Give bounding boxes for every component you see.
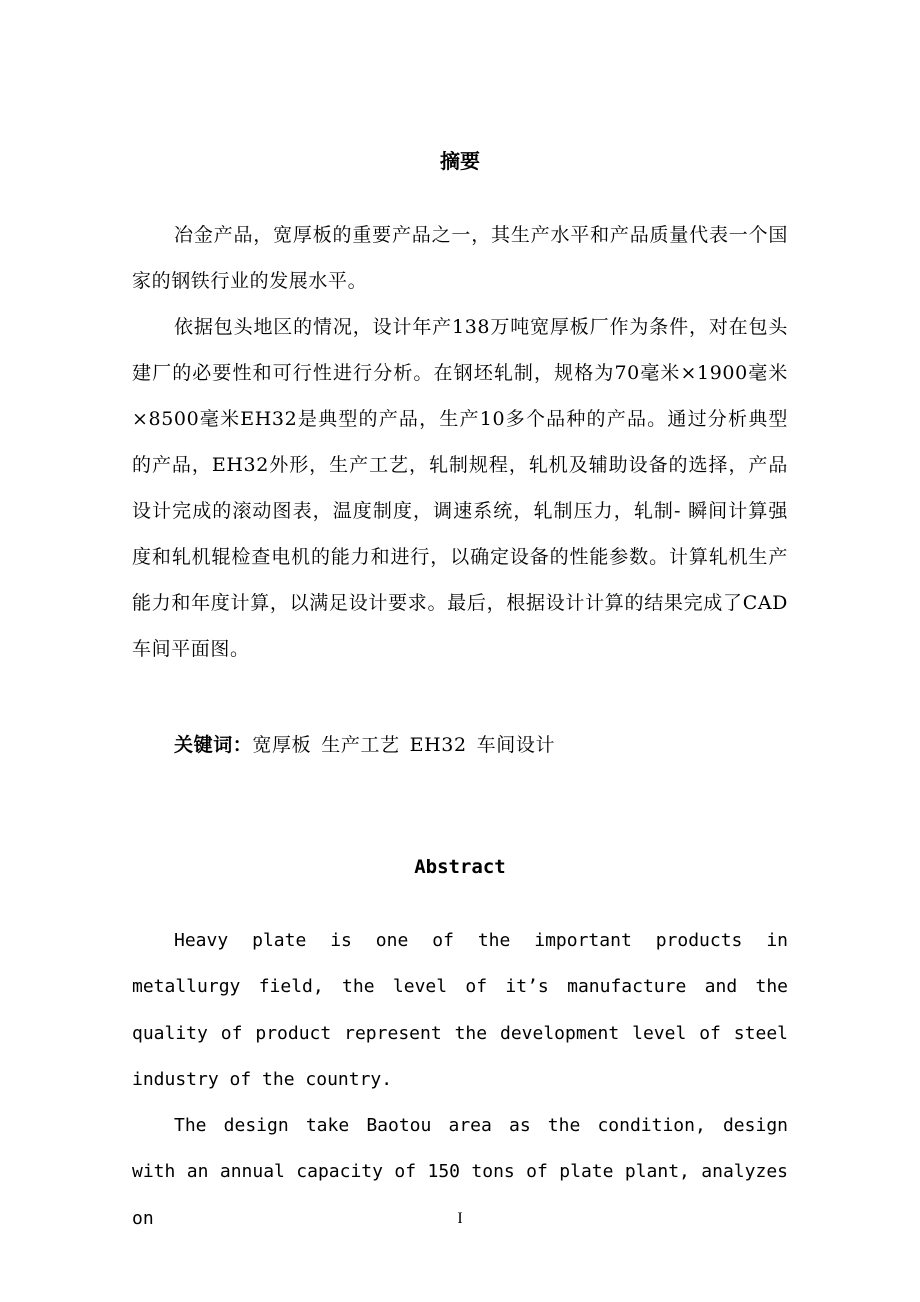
page-number: I	[457, 1210, 463, 1227]
english-abstract-paragraph-1: Heavy plate is one of the important products in metallurgy field, the level of it’s manufacture and the quality of product represent the development level of steel industry of the country.	[132, 930, 788, 1090]
chinese-abstract-title: 摘要	[440, 149, 480, 173]
keywords-label: 关键词：	[174, 734, 253, 756]
chinese-abstract-paragraph-1: 冶金产品，宽厚板的重要产品之一，其生产水平和产品质量代表一个国家的钢铁行业的发展水平。	[132, 224, 788, 292]
keyword-1: 宽厚板	[252, 734, 312, 756]
keyword-4: 车间设计	[476, 734, 556, 756]
keyword-3: EH32	[409, 734, 467, 756]
keywords-line	[132, 722, 788, 768]
english-abstract-title: Abstract	[414, 856, 506, 878]
english-abstract-paragraph-2: The design take Baotou area as the condition, design with an annual capacity of 150 tons of plate plant, analyzes on	[132, 1115, 788, 1229]
keyword-2: 生产工艺	[321, 734, 400, 756]
chinese-abstract-paragraph-2: 依据包头地区的情况，设计年产138万吨宽厚板厂作为条件，对在包头建厂的必要性和可行性进行分析。在钢坯轧制，规格为70毫米×1900毫米×8500毫米EH32是典型的产品，生产10多个品种的产品。通过分析典型的产品，EH32外形，生产工艺，轧制规程，轧机及辅助设备的选择，产品设计完成的滚动图表，温度制度，调速系统，轧制压力，轧制- 瞬间计算强度和轧机辊检查电机的能力和进行，以确定设备的性能参数。计算轧机生产能力和年度计算，以满足设计要求。最后，根据设计计算的结果完成了CAD车间平面图。	[132, 316, 788, 660]
